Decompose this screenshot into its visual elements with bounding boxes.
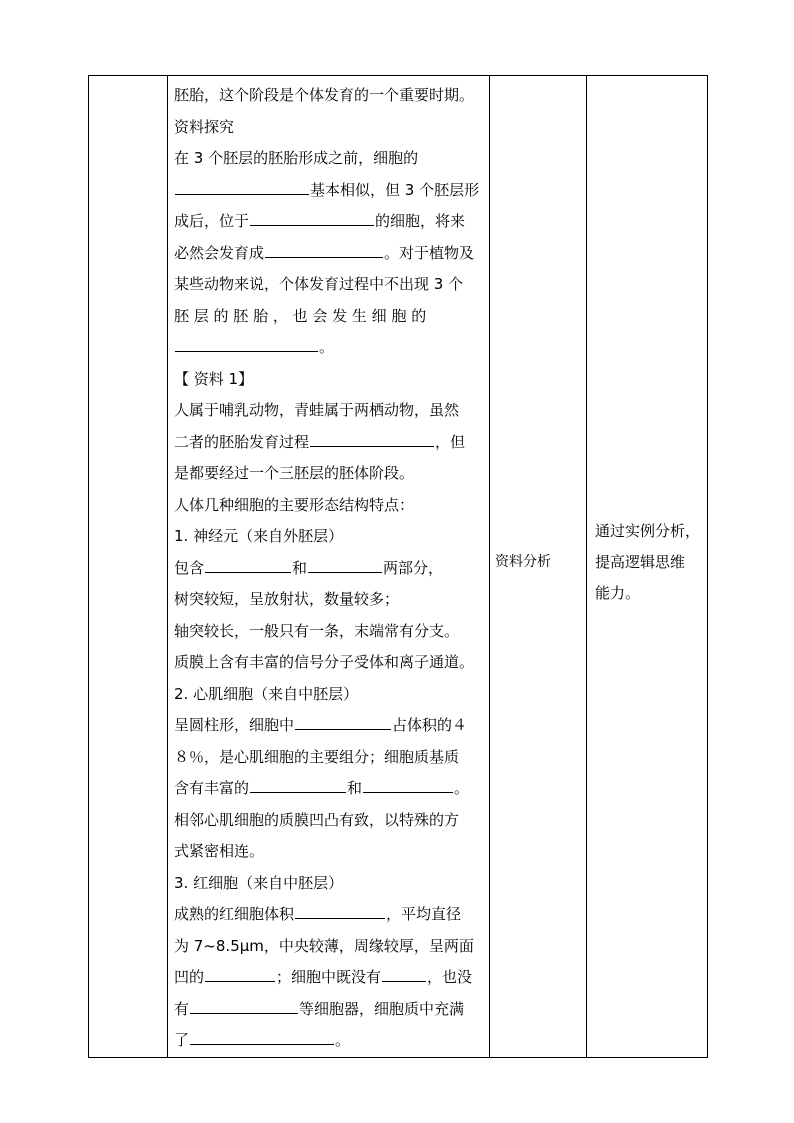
content-cell — [168, 76, 490, 1058]
text-line: 轴突较长，一般只有一条，末端常有分支。 — [174, 621, 460, 640]
purpose-cell — [587, 76, 708, 1058]
text-line: 某些动物来说，个体发育过程中不出现 3 个 — [174, 275, 464, 293]
activity-label: 资料分析 — [495, 554, 551, 571]
answer-blank[interactable] — [308, 555, 382, 573]
text-line: 成熟的红细胞体积 ，平均直径 — [174, 899, 485, 931]
answer-blank[interactable] — [190, 1027, 334, 1045]
subheading-cardiomyocyte: 2. 心肌细胞（来自中胚层） — [174, 684, 359, 703]
text-line: ８％，是心肌细胞的主要组分；细胞质基质 — [174, 747, 460, 766]
text-line: 胚胎，这个阶段是个体发育的一个重要时期。 — [174, 86, 475, 104]
activity-cell — [490, 76, 587, 1058]
text-line: 二者的胚胎发育过程 ，但 — [174, 427, 485, 459]
text-line: 成后，位于 的细胞，将来 — [174, 206, 485, 238]
purpose-line: 通过实例分析， — [595, 521, 701, 540]
subheading-neuron: 1. 神经元（来自外胚层） — [174, 527, 344, 545]
answer-blank[interactable] — [190, 996, 298, 1014]
text-line: 是都要经过一个三胚层的胚体阶段。 — [174, 464, 415, 482]
text-line: 在 3 个胚层的胚胎形成之前，细胞的 — [174, 149, 419, 167]
text-line: 必然会发育成 。对于植物及 — [174, 238, 485, 270]
section-cell — [89, 76, 168, 1058]
text-line: 胚 层 的 胚 胎 ， 也 会 发 生 细 胞 的 — [174, 306, 427, 325]
answer-blank[interactable] — [295, 901, 385, 919]
text-line: 质膜上含有丰富的信号分子受体和离子通道。 — [174, 653, 475, 671]
text-line: 树突较短，呈放射状，数量较多； — [174, 590, 400, 608]
purpose-line: 提高逻辑思维 — [595, 552, 686, 571]
answer-blank[interactable] — [175, 177, 309, 195]
answer-blank[interactable] — [310, 429, 434, 447]
answer-blank[interactable] — [250, 775, 346, 793]
answer-blank[interactable] — [265, 240, 383, 258]
answer-blank[interactable] — [382, 964, 426, 982]
text-line: 基本相似，但 3 个胚层形 — [174, 175, 485, 207]
text-line: 人属于哺乳动物，青蛙属于两栖动物，虽然 — [174, 401, 460, 419]
answer-blank[interactable] — [205, 555, 291, 573]
text-line: 了 。 — [174, 1025, 485, 1057]
answer-blank[interactable] — [205, 964, 275, 982]
text-line: 凹的 ；细胞中既没有 ，也没 — [174, 962, 485, 994]
answer-blank[interactable] — [295, 712, 391, 730]
text-line: 。 — [174, 332, 485, 364]
text-line: 呈圆柱形，细胞中 占体积的４ — [174, 710, 485, 742]
heading-material-1: 【 资料 1】 — [174, 369, 254, 388]
text-line: 包含 和 两部分， — [174, 553, 485, 585]
answer-blank[interactable] — [175, 334, 318, 352]
answer-blank[interactable] — [363, 775, 453, 793]
text-line: 人体几种细胞的主要形态结构特点： — [174, 495, 415, 514]
text-line: 为 7~8.5μm，中央较薄，周缘较厚，呈两面 — [174, 936, 474, 955]
answer-blank[interactable] — [250, 208, 374, 226]
heading-data-inquiry: 资料探究 — [174, 117, 235, 136]
lesson-plan-table — [88, 75, 708, 1058]
purpose-line: 能力。 — [595, 583, 641, 602]
text-line: 有 等细胞器，细胞质中充满 — [174, 994, 485, 1026]
text-line: 相邻心肌细胞的质膜凹凸有致，以特殊的方 — [174, 810, 460, 829]
subheading-erythrocyte: 3. 红细胞（来自中胚层） — [174, 873, 344, 892]
text-line: 含有丰富的 和 。 — [174, 773, 485, 805]
text-line: 式紧密相连。 — [174, 842, 265, 860]
